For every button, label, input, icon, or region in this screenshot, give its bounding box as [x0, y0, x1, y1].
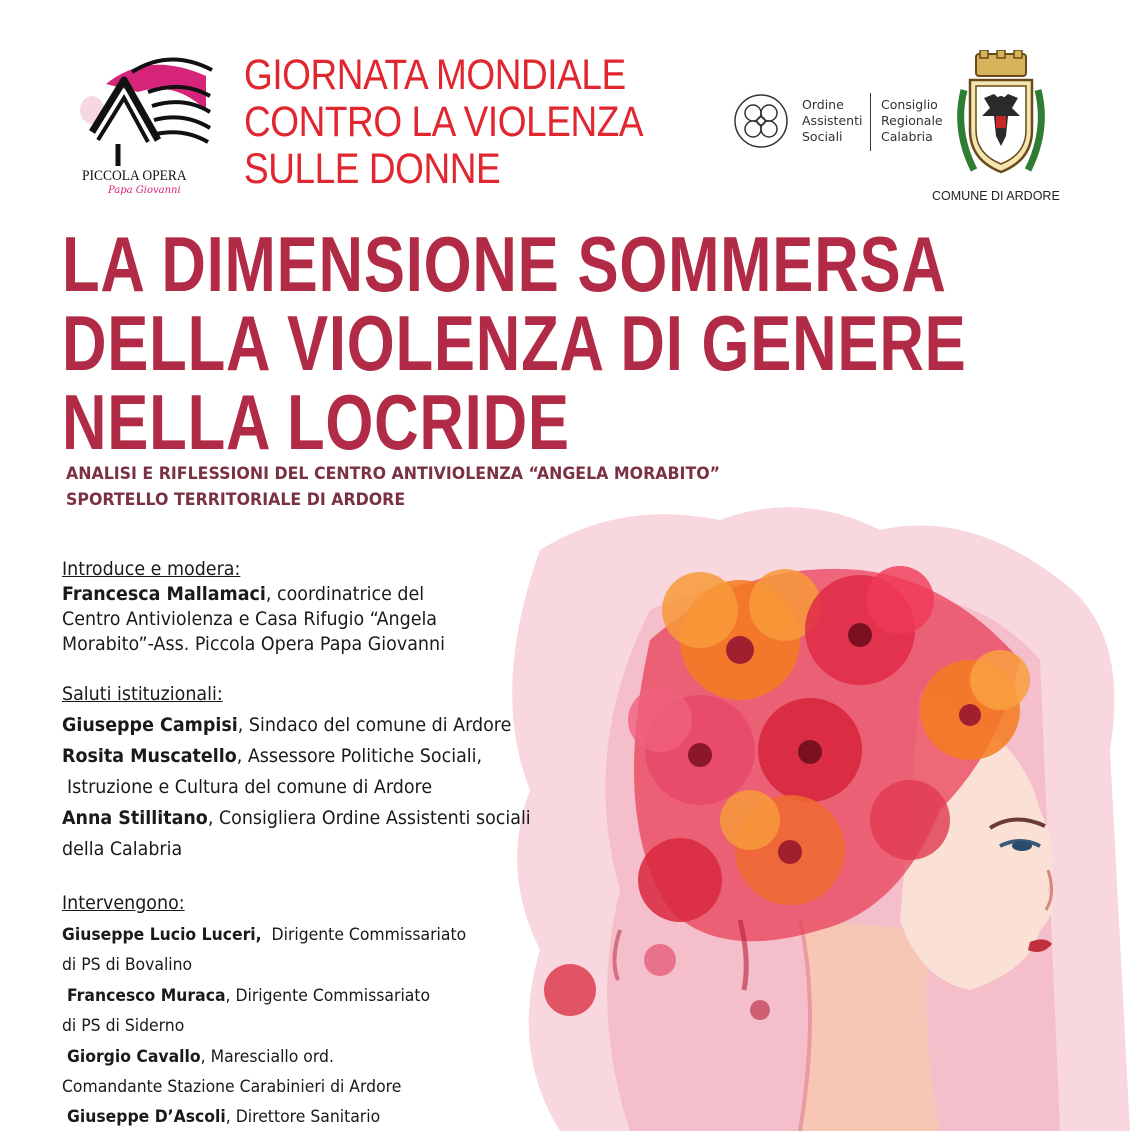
speaker-2-role-line-2: di PS di Siderno — [62, 1016, 185, 1036]
papa-giovanni-text: Papa Giovanni — [108, 185, 181, 196]
speaker-4 — [67, 1107, 380, 1127]
subtitle-line-1: ANALISI E RIFLESSIONI DEL CENTRO ANTIVIOLENZA “ANGELA MORABITO” — [66, 464, 721, 484]
comune-crest — [954, 50, 1048, 180]
person-1-role: , Sindaco del comune di Ardore — [237, 714, 512, 736]
sociali-word: Sociali — [802, 129, 843, 144]
person-3-role: , Consigliera Ordine Assistenti sociali — [207, 807, 531, 829]
moderator-role-line-3: Morabito”-Ass. Piccola Opera Papa Giovanni — [62, 633, 445, 655]
event-title-line-3: SULLE DONNE — [244, 145, 501, 193]
speaker-1-role-line-2: di PS di Bovalino — [62, 955, 193, 975]
speaker-1-role: Dirigente Commissariato — [261, 925, 467, 945]
speaker-2-name: Francesco Muraca — [67, 986, 226, 1006]
event-title-line-2: CONTRO LA VIOLENZA — [244, 98, 644, 146]
ordine-right-text — [881, 97, 943, 145]
saluti-person-1 — [62, 714, 511, 737]
woman-flowers-artwork — [500, 490, 1130, 1131]
person-3-name: Anna Stillitano — [62, 807, 208, 829]
consiglio-word: Consiglio — [881, 97, 938, 112]
person-2-role-line-2: Istruzione e Cultura del comune di Ardore — [67, 776, 433, 798]
speaker-3-role-line-2: Comandante Stazione Carabinieri di Ardore — [62, 1077, 402, 1097]
calabria-word: Calabria — [881, 129, 933, 144]
assistenti-word: Assistenti — [802, 113, 863, 128]
event-title-line-1: GIORNATA MONDIALE — [244, 51, 626, 99]
piccola-opera-logo — [78, 40, 218, 200]
moderator-role: , coordinatrice del — [265, 583, 425, 605]
coat-of-arms-icon — [954, 50, 1048, 180]
intervengono-heading: Intervengono: — [62, 892, 185, 914]
ordine-knot-icon — [732, 92, 790, 150]
ordine-left-text — [802, 97, 862, 145]
ordine-divider — [870, 93, 871, 151]
speaker-2 — [67, 986, 430, 1006]
person-3-role-line-2: della Calabria — [62, 838, 183, 860]
ordine-word: Ordine — [802, 97, 844, 112]
saluti-person-2 — [62, 745, 482, 768]
speaker-3-name: Giorgio Cavallo — [67, 1047, 201, 1067]
watercolor-woman-illustration — [500, 490, 1130, 1131]
speaker-3-role: , Maresciallo ord. — [200, 1047, 334, 1067]
speaker-1 — [62, 925, 466, 945]
introduce-heading: Introduce e modera: — [62, 558, 241, 580]
person-2-name: Rosita Muscatello — [62, 745, 237, 767]
saluti-heading: Saluti istituzionali: — [62, 683, 223, 705]
speaker-3 — [67, 1047, 334, 1067]
speaker-4-name: Giuseppe D’Ascoli — [67, 1107, 226, 1127]
piccola-opera-text: PICCOLA OPERA — [82, 168, 187, 184]
person-2-role: , Assessore Politiche Sociali, — [236, 745, 483, 767]
main-title-line-3: NELLA LOCRIDE — [62, 378, 570, 466]
speaker-1-name: Giuseppe Lucio Luceri, — [62, 925, 262, 945]
flower-red-2 — [758, 698, 862, 802]
moderator-role-line-2: Centro Antiviolenza e Casa Rifugio “Angela — [62, 608, 438, 630]
ordine-assistenti-logo — [732, 92, 790, 150]
main-title-line-1: LA DIMENSIONE SOMMERSA — [62, 220, 947, 308]
person-1-name: Giuseppe Campisi — [62, 714, 238, 736]
main-title-line-2: DELLA VIOLENZA DI GENERE — [62, 299, 967, 387]
subtitle-line-2: SPORTELLO TERRITORIALE DI ARDORE — [66, 490, 406, 510]
moderator-line — [62, 583, 424, 606]
speaker-4-role: , Direttore Sanitario — [225, 1107, 381, 1127]
regionale-word: Regionale — [881, 113, 943, 128]
saluti-person-3 — [62, 807, 531, 830]
moderator-name: Francesca Mallamaci — [62, 583, 266, 605]
speaker-2-role: , Dirigente Commissariato — [225, 986, 431, 1006]
comune-di-ardore-label: COMUNE DI ARDORE — [932, 189, 1060, 203]
